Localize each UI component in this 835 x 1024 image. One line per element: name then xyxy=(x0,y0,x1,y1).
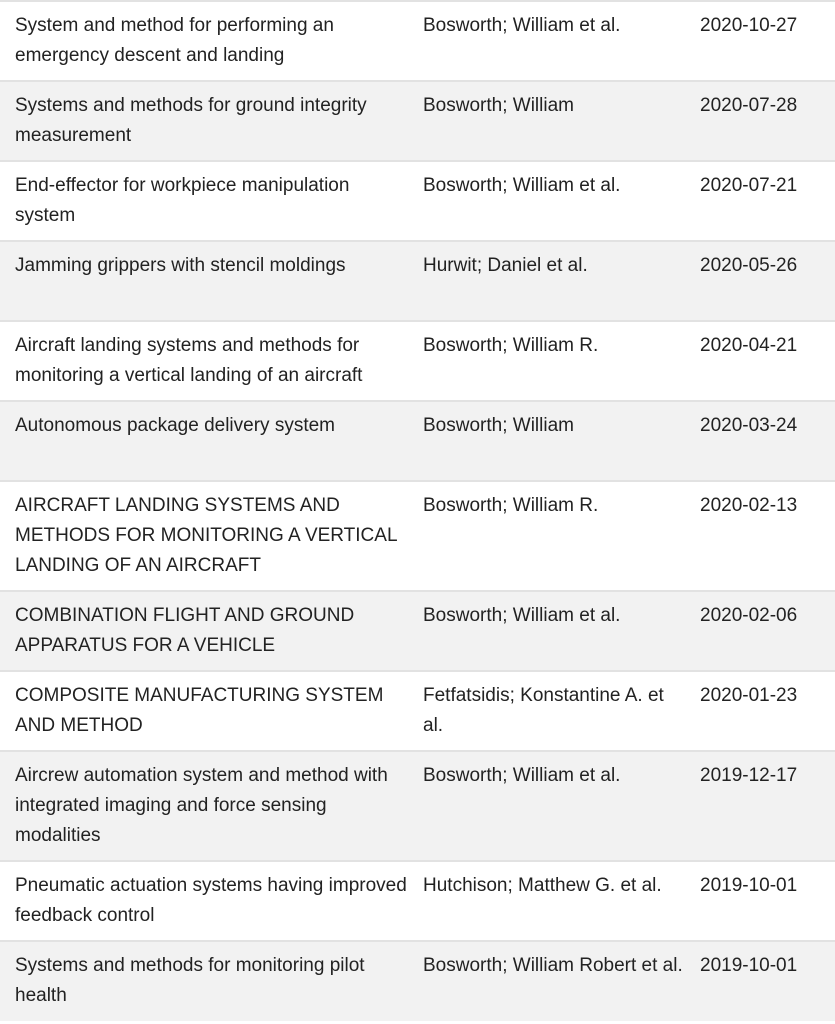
table-row xyxy=(0,241,835,321)
table-row xyxy=(0,321,835,401)
patent-inventors: Bosworth; William Robert et al. xyxy=(423,955,683,976)
patent-title[interactable]: End-effector for workpiece manipulation system xyxy=(15,175,350,226)
patent-title[interactable]: COMBINATION FLIGHT AND GROUND APPARATUS FOR A VEHICLE xyxy=(15,605,355,656)
patent-inventors: Fetfatsidis; Konstantine A. et al. xyxy=(423,685,664,736)
patent-inventors: Bosworth; William R. xyxy=(423,335,599,356)
patent-date: 2020-07-28 xyxy=(700,95,798,116)
patent-inventors: Bosworth; William xyxy=(423,95,574,116)
patent-inventors: Bosworth; William xyxy=(423,415,574,436)
patent-inventors: Bosworth; William et al. xyxy=(423,175,621,196)
patent-inventors: Bosworth; William et al. xyxy=(423,605,621,626)
patent-title[interactable]: Autonomous package delivery system xyxy=(15,415,335,436)
patent-title[interactable]: AIRCRAFT LANDING SYSTEMS AND METHODS FOR MONITORING A VERTICAL LANDING OF AN AIRCRAFT xyxy=(15,495,397,576)
table-row xyxy=(0,591,835,671)
table-row xyxy=(0,481,835,591)
table-row xyxy=(0,941,835,1021)
patent-title[interactable]: Systems and methods for monitoring pilot health xyxy=(15,955,365,1006)
patent-title[interactable]: Aircraft landing systems and methods for monitoring a vertical landing of an aircraft xyxy=(15,335,363,386)
patent-inventors: Bosworth; William et al. xyxy=(423,765,621,786)
patent-date: 2020-10-27 xyxy=(700,15,798,36)
patent-title[interactable]: System and method for performing an emergency descent and landing xyxy=(15,15,334,66)
patent-date: 2020-02-06 xyxy=(700,605,798,626)
table-row xyxy=(0,161,835,241)
patent-inventors: Hurwit; Daniel et al. xyxy=(423,255,588,276)
patent-date: 2020-05-26 xyxy=(700,255,798,276)
table-row xyxy=(0,861,835,941)
patent-inventors: Hutchison; Matthew G. et al. xyxy=(423,875,662,896)
patent-date: 2020-03-24 xyxy=(700,415,798,436)
table-row xyxy=(0,81,835,161)
patent-inventors: Bosworth; William R. xyxy=(423,495,599,516)
patent-title[interactable]: Jamming grippers with stencil moldings xyxy=(15,255,346,276)
table-row xyxy=(0,751,835,861)
patent-date: 2020-07-21 xyxy=(700,175,798,196)
patent-title[interactable]: Systems and methods for ground integrity measurement xyxy=(15,95,367,146)
patent-date: 2020-04-21 xyxy=(700,335,798,356)
patent-inventors: Bosworth; William et al. xyxy=(423,15,621,36)
table-row xyxy=(0,1,835,81)
patent-date: 2019-10-01 xyxy=(700,955,798,976)
table-row xyxy=(0,401,835,481)
patent-date: 2019-10-01 xyxy=(700,875,798,896)
patent-date: 2020-02-13 xyxy=(700,495,798,516)
patent-title[interactable]: Aircrew automation system and method with integrated imaging and force sensing modalities xyxy=(15,765,388,846)
patent-date: 2019-12-17 xyxy=(700,765,798,786)
patent-title[interactable]: Pneumatic actuation systems having improved feedback control xyxy=(15,875,407,926)
patent-title[interactable]: COMPOSITE MANUFACTURING SYSTEM AND METHOD xyxy=(15,685,384,736)
table-row xyxy=(0,671,835,751)
patent-date: 2020-01-23 xyxy=(700,685,798,706)
